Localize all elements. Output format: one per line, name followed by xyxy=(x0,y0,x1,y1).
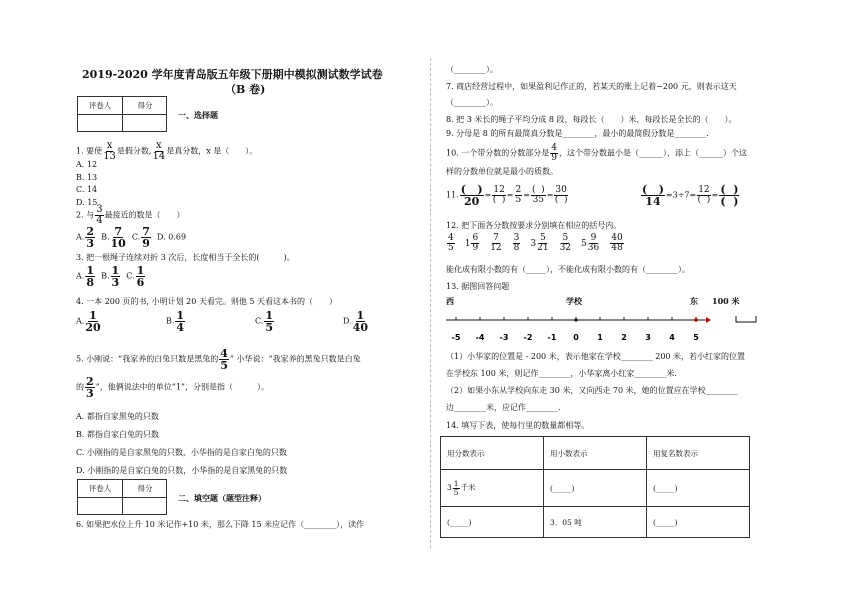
q12-fraction-4: 3 $\frac{5}{21}$ xyxy=(530,233,549,253)
q12-fraction-3: $\frac{3}{8}$ xyxy=(513,233,520,253)
map-school-label: 学校 xyxy=(566,296,582,306)
q2-fraction: $\frac{3}{4}$ xyxy=(96,204,103,226)
q5-option-c: C. 小刚指的是自家黑兔的只数，小华指的是自家白兔的只数 xyxy=(76,448,287,457)
scale-bar xyxy=(736,316,756,322)
score-header-grader-2: 评卷人 xyxy=(78,480,123,498)
question-8: 8. 把 3 米长的绳子平均分成 8 段，每段长（ ）米，每段长是全长的（ ）。 xyxy=(446,115,737,124)
map-east-label: 东 xyxy=(690,296,698,306)
q1-text-post: 是真分数，x 是（ ）。 xyxy=(166,146,258,156)
q1-option-d: D. 15 xyxy=(76,197,98,207)
score-cell-grader-2 xyxy=(78,498,123,515)
question-13-2b: 边________米，应记作________. xyxy=(446,403,561,412)
q12-fractions xyxy=(446,234,634,253)
q14-r1-decimal[interactable]: (_____) xyxy=(544,470,647,507)
question-14: 14. 填写下表，使每行里的数量都相等。 xyxy=(446,421,590,430)
question-13-2: （2）如果小东从学校向东走 30 米，又向西走 70 米，她的位置应在学校________ xyxy=(446,386,738,395)
q14-table xyxy=(440,436,750,538)
q1-text-mid: 是假分数, xyxy=(116,146,152,156)
q3-option-c: $\frac{1}{6}$ xyxy=(136,264,145,289)
q1-option-b: B. 13 xyxy=(76,172,98,182)
q4-option-a: A. $\frac{1}{20}$ xyxy=(76,309,101,334)
q1-option-c: C. 14 xyxy=(76,185,98,194)
school-point xyxy=(574,318,577,321)
question-11: 11. $\frac{( )}{20}$ = $\frac{12}{( )}$ = $\frac{2}{5}$ = $\frac{( )}{35}$ = $\frac{30}{( )}$ xyxy=(446,183,568,208)
q5-option-b: B. 都指自家白兔的只数 xyxy=(76,430,159,439)
q2-option-c: $\frac{7}{9}$ xyxy=(142,225,150,250)
question-12-cont: 能化成有限小数的有（_____），不能化成有限小数的有（________）。 xyxy=(446,265,690,274)
q14-header-fraction: 用分数表示 xyxy=(441,437,544,470)
q4-option-b: B. $\frac{1}{4}$ xyxy=(166,309,185,334)
q14-r2-decimal: 3．05 吨 xyxy=(544,507,647,538)
question-4: 4. 一本 200 页的书, 小明计划 20 天看完。则他 5 天看这本书的（ ） xyxy=(76,297,338,306)
q12-fraction-7: $\frac{40}{48}$ xyxy=(611,233,623,253)
score-header-score: 得分 xyxy=(123,97,167,115)
q14-header-decimal: 用小数表示 xyxy=(544,437,647,470)
q12-fraction-2: $\frac{7}{12}$ xyxy=(490,233,502,253)
question-3: 3. 把一根绳子连续对折 3 次后，长度相当于全长的( )。 xyxy=(76,253,295,262)
question-7-cont: （________）。 xyxy=(446,98,498,107)
q5-option-a: A. 都指自家黑兔的只数 xyxy=(76,412,159,421)
number-line-tick-label: 2 xyxy=(621,333,627,342)
q12-fraction-6: 5 $\frac{9}{36}$ xyxy=(581,233,600,253)
q14-r2-compound[interactable]: (_____) xyxy=(647,507,750,538)
q1-options xyxy=(76,159,97,209)
q14-header-compound: 用复名数表示 xyxy=(647,437,750,470)
number-line-tick-label: 1 xyxy=(597,333,603,342)
map-scale-label: 100 米 xyxy=(712,296,740,306)
q3-option-a: $\frac{1}{8}$ xyxy=(86,264,94,289)
question-5-cont: 的 $\frac{2}{3}$ ”，他俩说法中的单位“1”，分别是指（ ）。 xyxy=(76,375,270,400)
number-line-marker xyxy=(694,318,698,322)
number-line-tick-label: -2 xyxy=(523,333,533,342)
question-9: 9. 分母是 8 的所有最简真分数是________，最小的最简假分数是________. xyxy=(446,129,709,138)
q1-fraction-2: $\frac{x}{14}$ xyxy=(152,140,166,162)
question-13: 13. 据图回答问题 xyxy=(446,282,510,291)
score-cell-grader xyxy=(78,115,123,132)
q2-option-b: $\frac{7}{10}$ xyxy=(110,225,126,250)
number-line-tick-label: -3 xyxy=(499,333,509,342)
q3-options: A. $\frac{1}{8}$ B. $\frac{1}{3}$ C. $\frac{1}{6}$ xyxy=(76,264,145,289)
question-5: 5. 小刚说：“我家养的白兔只数是黑兔的 $\frac{4}{5}$ ” 小华说：“我家养的黑兔只数是白兔 xyxy=(76,347,361,372)
q4-option-d: D. $\frac{1}{40}$ xyxy=(343,309,368,334)
number-line-tick-label: 3 xyxy=(645,333,651,342)
question-2: 2. 与 $\frac{3}{4}$ 最接近的数是（ ） xyxy=(76,204,185,226)
number-line-arrow xyxy=(706,317,711,323)
q5-options xyxy=(76,408,287,480)
q12-fraction-5: $\frac{5}{32}$ xyxy=(559,233,572,253)
q12-fraction-1: 1 $\frac{6}{9}$ xyxy=(464,233,479,253)
q1-option-a: A. 12 xyxy=(76,160,98,169)
q1-fraction-1: $\frac{x}{13}$ xyxy=(103,140,116,162)
section-1-heading: 一、选择题 xyxy=(178,110,218,120)
question-10: 10. 一个带分数的分数部分是 $\frac{4}{9}$ ，这个带分数最小是（______），添上（______）个这 xyxy=(446,143,747,163)
column-divider xyxy=(430,58,431,548)
question-13-1b: 在学校东 100 米，则记作________，小华家离小红家________米. xyxy=(446,369,677,378)
q5-option-d: D. 小刚指的是自家白兔的只数，小华指的是自家黑兔的只数 xyxy=(76,466,288,475)
exam-title: 2019-2020 学年度青岛版五年级下册期中模拟测试数学试卷 xyxy=(82,68,383,81)
score-table-1 xyxy=(77,96,167,132)
question-12: 12. 把下面各分数按要求分别填在相应的括号内。 xyxy=(446,221,622,230)
q4-option-c: C. $\frac{1}{5}$ xyxy=(255,309,274,334)
score-header-grader: 评卷人 xyxy=(78,97,123,115)
number-line xyxy=(440,308,760,348)
q2-option-d: D. 0.69 xyxy=(157,232,187,242)
section-2-heading: 二、填空题（题型注释） xyxy=(178,493,266,503)
question-11-b: $\frac{( )}{14}$ =3÷7= $\frac{12}{( )}$ = $\frac{( )}{( )}$ xyxy=(642,183,739,208)
number-line-tick-label: 4 xyxy=(669,333,675,342)
q14-r2-fraction[interactable]: (_____) xyxy=(441,507,544,538)
q3-option-b: $\frac{1}{3}$ xyxy=(111,264,120,289)
question-1 xyxy=(76,141,257,162)
question-13-1: （1）小华家的位置是 - 200 米，表示他家在学校________ 200 米，若小红家的位置 xyxy=(446,352,746,361)
map-west-label: 西 xyxy=(446,296,454,306)
exam-subtitle: （B 卷) xyxy=(225,83,266,96)
q1-text-pre: 1. 要使 xyxy=(76,146,103,156)
question-7: 7. 商店经营过程中，如果盈利记作正的，若某天的账上记着−200 元，则表示这天 xyxy=(446,82,737,91)
number-line-tick-label: -4 xyxy=(475,333,485,342)
q2-options: A. $\frac{2}{3}$ B. $\frac{7}{10}$ C. $\frac{7}{9}$ D. 0.69 xyxy=(76,225,187,250)
number-line-tick-label: 5 xyxy=(693,333,699,342)
question-6: 6. 如果把水位上升 10 米记作+10 米，那么下降 15 米应记作（________），读作 xyxy=(76,520,365,529)
q14-r1-fraction: 3 $\frac{1}{5}$ 千米 xyxy=(441,470,544,507)
number-line-tick-label: 0 xyxy=(573,333,579,342)
question-6-cont: （________）。 xyxy=(446,65,498,74)
score-header-score-2: 得分 xyxy=(123,480,167,498)
q12-fraction-0: $\frac{4}{5}$ xyxy=(448,233,454,253)
number-line-tick-label: -1 xyxy=(547,333,557,342)
q2-option-a: $\frac{2}{3}$ xyxy=(86,225,94,250)
question-10-cont: 样的分数单位就是最小的质数。 xyxy=(446,167,558,176)
score-table-2 xyxy=(77,479,167,515)
q14-r1-compound[interactable]: (_____) xyxy=(647,470,750,507)
number-line-tick-label: -5 xyxy=(451,333,461,342)
